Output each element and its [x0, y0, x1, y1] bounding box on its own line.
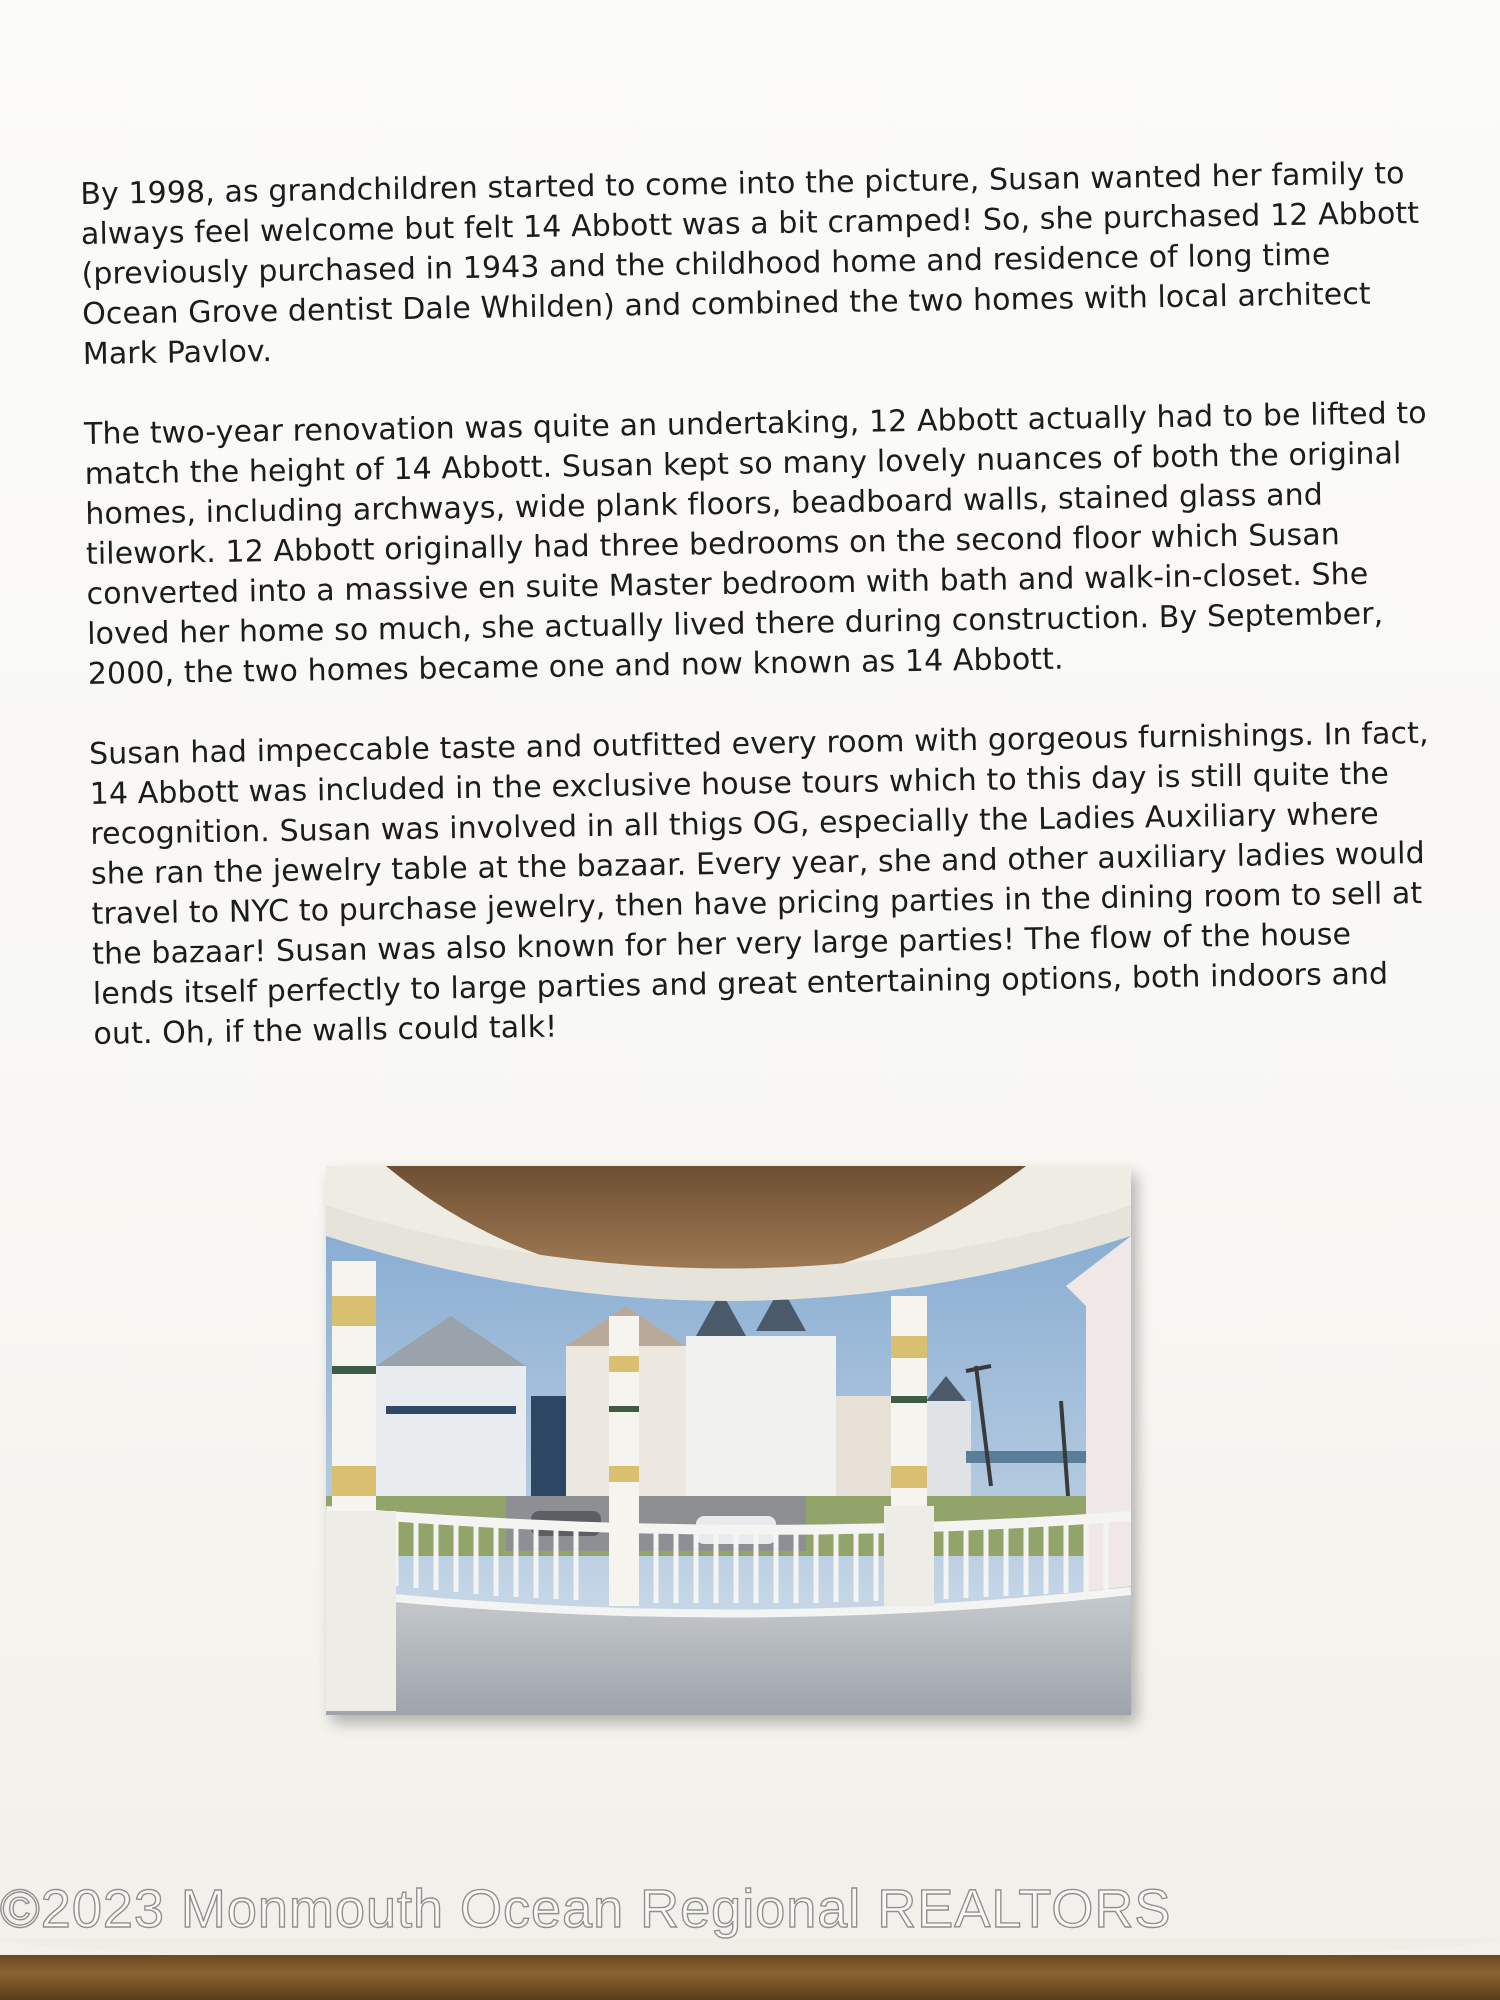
- porch-view-photo: [326, 1166, 1131, 1715]
- copyright-watermark: ©2023 Monmouth Ocean Regional REALTORS: [0, 1879, 1172, 1939]
- wooden-table-edge: [0, 1955, 1500, 2000]
- paragraph-1: By 1998, as grandchildren started to come into the picture, Susan wanted her family to always feel welcome but felt 14 Abbott was a bit cramped! So, she purchased 12 Abbott (previously purchased in 1943 and the childhood home and residence of long time Ocean Grove dentist Dale Whilden) and combined the two homes with local architect Mark Pavlov.: [80, 156, 1420, 372]
- porch-photo-illustration: [326, 1166, 1131, 1715]
- body-text: [80, 154, 1439, 1095]
- paragraph-2: The two-year renovation was quite an undertaking, 12 Abbott actually had to be lifted to match the height of 14 Abbott. Susan kept so many lovely nuances of both the original homes, including archways, wide plank floors, beadboard walls, stained glass and tilework. 12 Abbott originally had three bedrooms on the second floor which Susan converted into a massive en suite Master bedroom with bath and walk-in-closet. She loved her home so much, she actually lived there during construction. By September, 2000, the two homes became one and now known as 14 Abbott.: [83, 395, 1427, 692]
- paragraph-3: Susan had impeccable taste and outfitted every room with gorgeous furnishings. In fact, 14 Abbott was included in the exclusive house tours which to this day is still quite the recognition. Susan was involved in all thigs OG, especially the Ladies Auxiliary where she ran the jewelry table at the bazaar. Every year, she and other auxiliary ladies would travel to NYC to purchase jewelry, then have pricing parties in the dining room to sell at the bazaar! Susan was also known for her very large parties! The flow of the house lends itself perfectly to large parties and great entertaining options, both indoors and out. Oh, if the walls could talk!: [88, 715, 1429, 1052]
